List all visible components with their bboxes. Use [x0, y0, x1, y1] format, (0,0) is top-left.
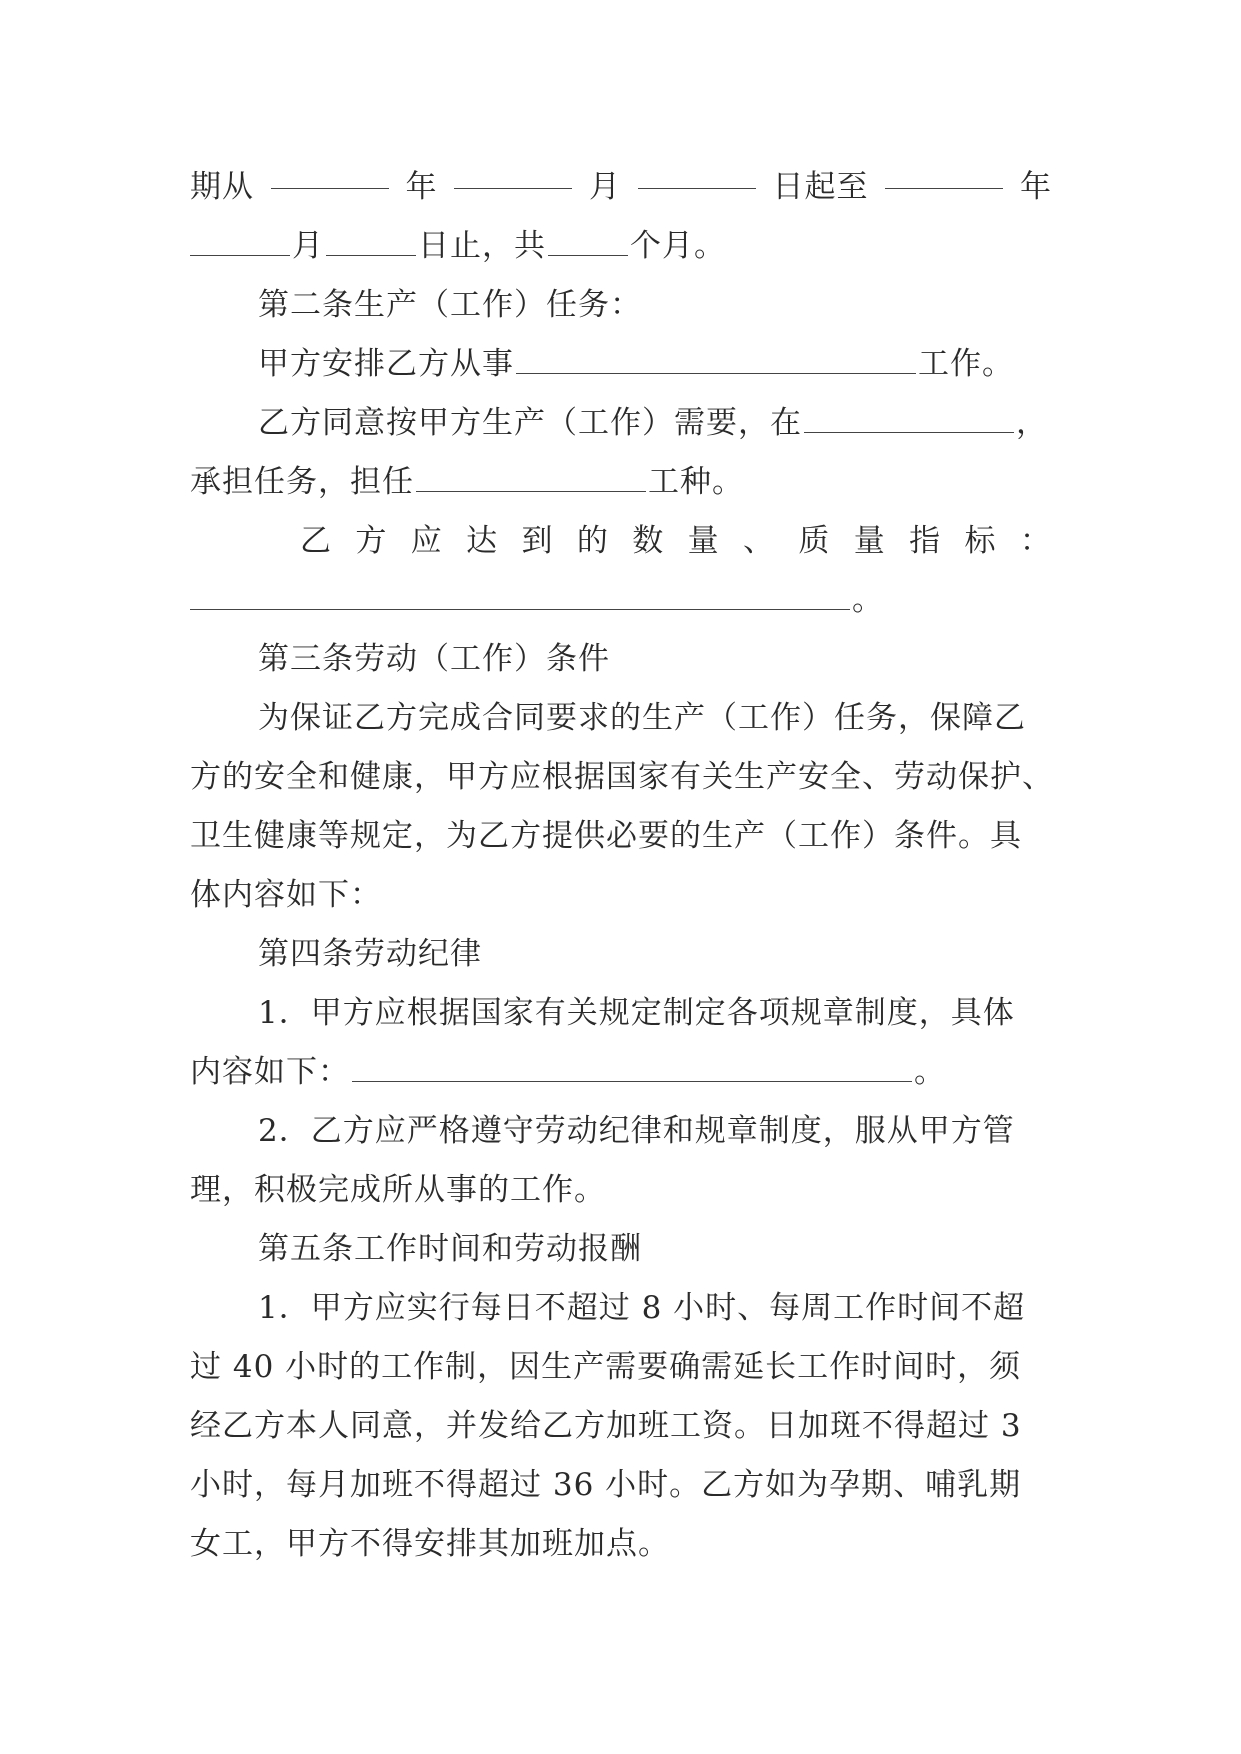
article-5-paragraph: 女工，甲方不得安排其加班加点。: [190, 1526, 670, 1562]
text-segment: 年: [1020, 169, 1052, 205]
article-4-title: 第四条劳动纪律: [258, 936, 482, 972]
document-page: [190, 158, 1052, 1574]
article-4-paragraph: 理，积极完成所从事的工作。: [190, 1172, 606, 1208]
article-5-paragraph: 过 40 小时的工作制，因生产需要确需延长工作时间时，须: [190, 1349, 1022, 1385]
text-segment: 工种。: [648, 464, 744, 500]
article-2-paragraph: [190, 453, 1052, 512]
article-5-paragraph: 经乙方本人同意，并发给乙方加班工资。日加斑不得超过 3: [190, 1408, 1022, 1444]
quota-char: 标: [964, 523, 997, 559]
article-3-paragraph: 卫生健康等规定，为乙方提供必要的生产（工作）条件。具: [190, 818, 1022, 854]
start-year-blank: [271, 158, 389, 189]
quota-char: 指: [909, 523, 942, 559]
text-segment: 日止，共: [418, 228, 546, 264]
article-3-paragraph: 体内容如下：: [190, 877, 382, 913]
end-year-blank: [885, 158, 1003, 189]
text-segment: 甲方安排乙方从事: [258, 346, 514, 382]
text-segment: 乙方同意按甲方生产（工作）需要，在: [258, 405, 802, 441]
months-count-blank: [548, 225, 628, 256]
text-segment: 工作。: [918, 346, 1014, 382]
start-month-blank: [454, 158, 572, 189]
job-blank: [516, 343, 916, 374]
quota-char: 的: [576, 523, 609, 559]
work-type-blank: [416, 461, 646, 492]
term-period-line: [190, 158, 1052, 217]
start-day-blank: [638, 158, 756, 189]
text-segment: 。: [914, 1054, 946, 1090]
quota-char: 方: [355, 523, 388, 559]
article-3-title: 第三条劳动（工作）条件: [258, 641, 610, 677]
quota-char: 量: [687, 523, 720, 559]
quota-char: 达: [466, 523, 499, 559]
quota-char: 数: [632, 523, 665, 559]
text-segment: 内容如下：: [190, 1054, 350, 1090]
quota-char: 量: [853, 523, 886, 559]
quota-blank: [190, 579, 850, 610]
article-2-title: 第二条生产（工作）任务：: [258, 287, 642, 323]
quota-char: 乙: [300, 523, 332, 559]
quota-blank-line: [190, 571, 1052, 630]
text-segment: 承担任务，担任: [190, 464, 414, 500]
text-segment: 期从: [190, 169, 254, 205]
quota-char: 到: [521, 523, 554, 559]
quota-char: ：: [1019, 523, 1052, 559]
text-segment: ，: [1016, 405, 1048, 441]
article-3-paragraph: 方的安全和健康，甲方应根据国家有关生产安全、劳动保护、: [190, 759, 1054, 795]
quota-char: 应: [410, 523, 443, 559]
text-segment: 月: [292, 228, 324, 264]
article-5-paragraph: 1．甲方应实行每日不超过 8 小时、每周工作时间不超: [258, 1290, 1026, 1326]
quota-char: 、: [743, 523, 775, 559]
text-segment: 个月。: [630, 228, 726, 264]
end-month-blank: [190, 225, 290, 256]
article-2-paragraph: [190, 335, 1052, 394]
text-segment: 年: [405, 169, 438, 205]
article-4-paragraph: 2．乙方应严格遵守劳动纪律和规章制度，服从甲方管: [258, 1113, 1015, 1149]
text-segment: 。: [852, 582, 884, 618]
text-segment: 月: [589, 169, 621, 205]
quota-line: [190, 512, 1052, 571]
article-5-title: 第五条工作时间和劳动报酬: [258, 1231, 642, 1267]
location-blank: [804, 402, 1014, 433]
article-3-paragraph: 为保证乙方完成合同要求的生产（工作）任务，保障乙: [258, 700, 1026, 736]
article-5-paragraph: 小时，每月加班不得超过 36 小时。乙方如为孕期、哺乳期: [190, 1467, 1022, 1503]
end-day-blank: [326, 225, 416, 256]
article-2-paragraph: [190, 394, 1052, 453]
article-4-paragraph: [190, 1043, 1052, 1102]
article-4-paragraph: 1．甲方应根据国家有关规定制定各项规章制度，具体: [258, 995, 1015, 1031]
text-segment: 日起至: [772, 169, 869, 205]
quota-char: 质: [798, 523, 831, 559]
rules-blank: [352, 1051, 912, 1082]
term-end-line: [190, 217, 1052, 276]
